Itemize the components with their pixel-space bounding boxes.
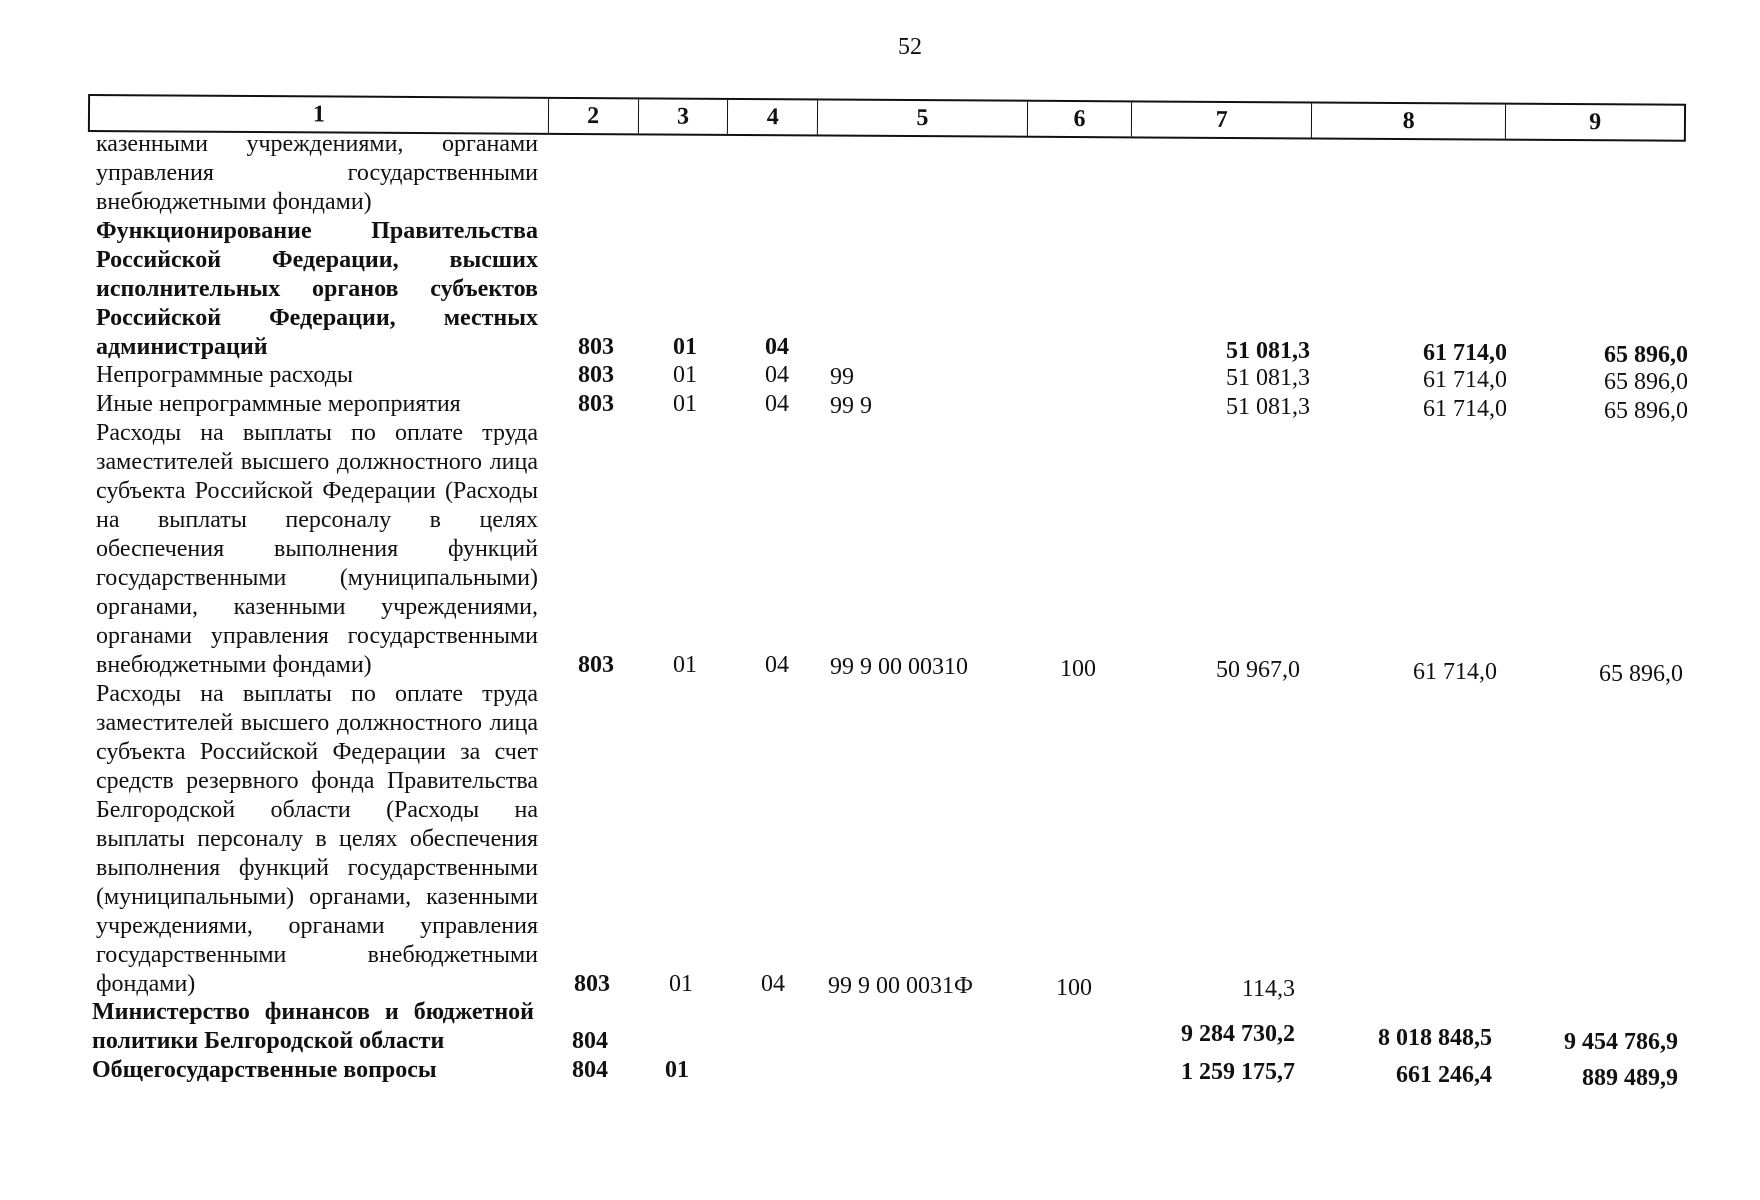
cell-col-9: 65 896,0 bbox=[1604, 369, 1688, 395]
header-col-2: 2 bbox=[549, 99, 639, 134]
cell-col-7: 114,3 bbox=[1241, 976, 1295, 1002]
header-col-6: 6 bbox=[1028, 102, 1133, 137]
cell-col-3: 01 bbox=[673, 391, 697, 417]
page-number: 52 bbox=[898, 34, 922, 60]
cell-col-7: 50 967,0 bbox=[1216, 657, 1300, 683]
cell-col-7: 1 259 175,7 bbox=[1181, 1059, 1295, 1085]
row-description: Функционирование Правительства Российской Федерации, высших исполнительных органов субъектов Российской Федерации, местных администраций bbox=[96, 218, 538, 360]
cell-col-2: 804 bbox=[572, 1028, 608, 1054]
cell-col-8: 661 246,4 bbox=[1396, 1062, 1492, 1088]
cell-col-9: 65 896,0 bbox=[1604, 342, 1688, 368]
row-description: Общегосударственные вопросы bbox=[92, 1057, 437, 1083]
cell-col-6: 100 bbox=[1060, 656, 1096, 682]
cell-col-9: 65 896,0 bbox=[1599, 661, 1683, 687]
row-description: Иные непрограммные мероприятия bbox=[96, 391, 461, 417]
cell-col-4: 04 bbox=[765, 362, 789, 388]
cell-col-4: 04 bbox=[765, 652, 789, 678]
cell-col-7: 9 284 730,2 bbox=[1181, 1021, 1295, 1047]
cell-col-7: 51 081,3 bbox=[1226, 338, 1310, 364]
cell-col-3: 01 bbox=[669, 971, 693, 997]
cell-col-2: 803 bbox=[574, 971, 610, 997]
cell-col-8: 61 714,0 bbox=[1423, 340, 1507, 366]
cell-col-5: 99 bbox=[830, 364, 854, 390]
header-col-9: 9 bbox=[1589, 108, 1602, 135]
cell-col-9: 9 454 786,9 bbox=[1564, 1029, 1678, 1055]
cell-col-8: 61 714,0 bbox=[1413, 659, 1497, 685]
cell-col-2: 804 bbox=[572, 1057, 608, 1083]
row-description: Министерство финансов и бюджетной политики Белгородской области bbox=[92, 999, 534, 1054]
cell-col-3: 01 bbox=[665, 1057, 689, 1083]
cell-col-3: 01 bbox=[673, 334, 697, 360]
row-description: Непрограммные расходы bbox=[96, 362, 354, 388]
cell-col-3: 01 bbox=[673, 362, 697, 388]
cell-col-5: 99 9 00 00310 bbox=[830, 654, 968, 680]
header-col-5: 5 bbox=[818, 100, 1028, 135]
cell-col-4: 04 bbox=[765, 391, 789, 417]
cell-col-9: 889 489,9 bbox=[1582, 1065, 1678, 1091]
cell-col-2: 803 bbox=[578, 652, 614, 678]
cell-col-3: 01 bbox=[673, 652, 697, 678]
cell-col-4: 04 bbox=[761, 971, 785, 997]
header-col-8: 8 bbox=[1312, 103, 1507, 138]
cell-col-2: 803 bbox=[578, 362, 614, 388]
cell-col-7: 51 081,3 bbox=[1226, 394, 1310, 420]
row-description: Расходы на выплаты по оплате труда заместителей высшего должностного лица субъекта Российской Федерации (Расходы на выплаты персоналу в целях обеспечения выполнения функций государственными (муниципальными) органами, казенными учреждениями, органами управления государственными внебюджетными фондами) bbox=[96, 420, 538, 678]
header-col-3: 3 bbox=[639, 99, 729, 134]
row-description: казенными учреждениями, органами управления государственными внебюджетными фондами) bbox=[96, 131, 538, 215]
cell-col-2: 803 bbox=[578, 334, 614, 360]
cell-col-5: 99 9 bbox=[830, 393, 872, 419]
header-col-7: 7 bbox=[1132, 102, 1312, 137]
header-col-1: 1 bbox=[90, 96, 549, 133]
cell-col-2: 803 bbox=[578, 391, 614, 417]
cell-col-8: 61 714,0 bbox=[1423, 396, 1507, 422]
row-description: Расходы на выплаты по оплате труда заместителей высшего должностного лица субъекта Российской Федерации за счет средств резервного фонда Правительства Белгородской области (Расходы на выплаты персоналу в целях обеспечения выполнения функций государственными (муниципальными) органами, казенными учреждениями, органами управления государственными внебюджетными фондами) bbox=[96, 681, 538, 997]
cell-col-9: 65 896,0 bbox=[1604, 398, 1688, 424]
cell-col-8: 61 714,0 bbox=[1423, 367, 1507, 393]
header-col-4: 4 bbox=[728, 100, 818, 135]
cell-col-8: 8 018 848,5 bbox=[1378, 1025, 1492, 1051]
cell-col-5: 99 9 00 0031Ф bbox=[828, 973, 973, 999]
cell-col-4: 04 bbox=[765, 334, 789, 360]
cell-col-7: 51 081,3 bbox=[1226, 365, 1310, 391]
cell-col-6: 100 bbox=[1056, 975, 1092, 1001]
